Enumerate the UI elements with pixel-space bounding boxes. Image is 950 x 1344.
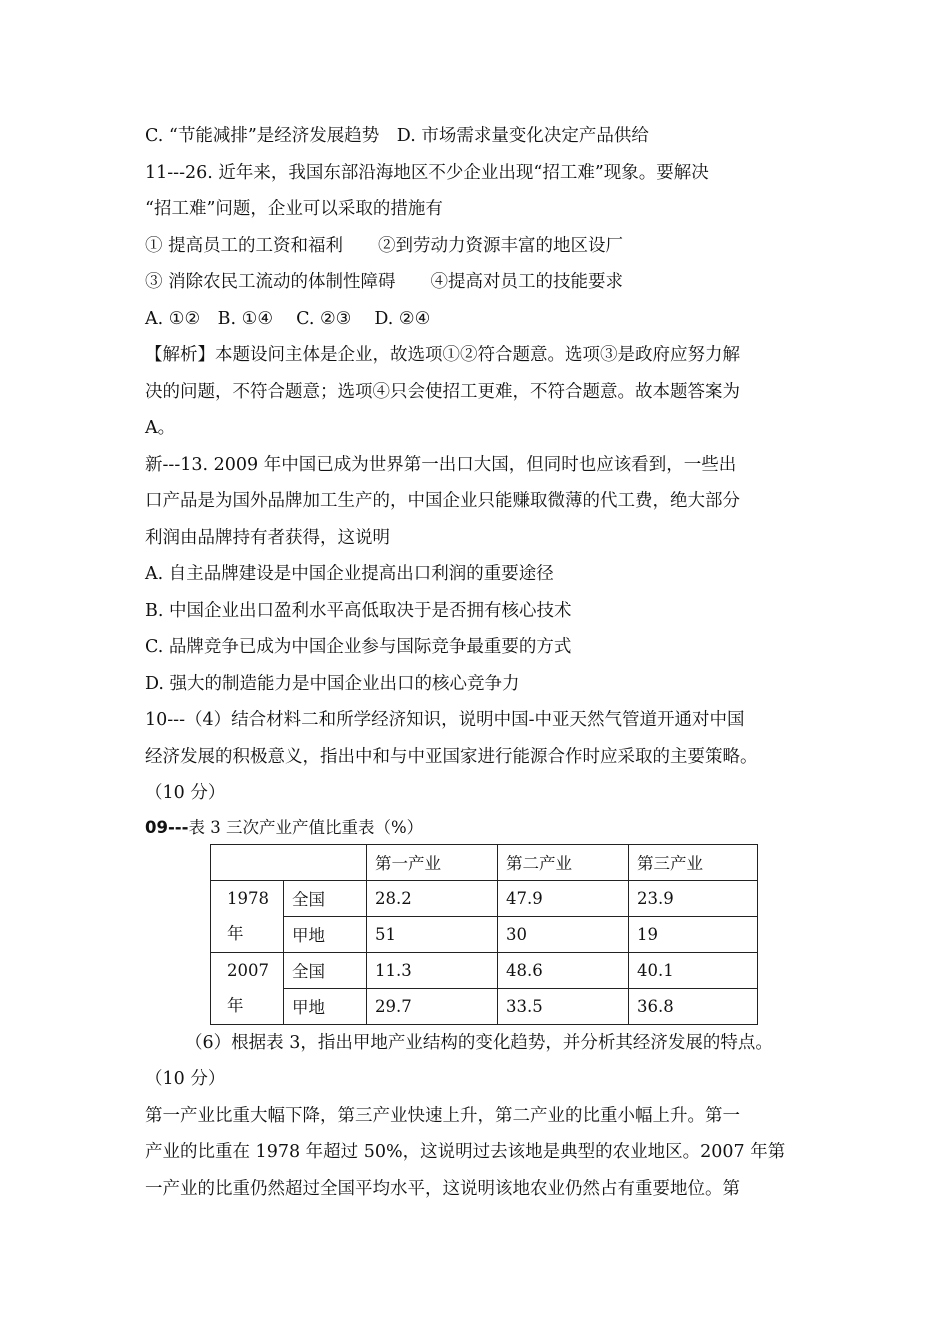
table-cell: 40.1 bbox=[629, 952, 758, 988]
text-line: （10 分） bbox=[145, 1069, 226, 1089]
text-line: A. 自主品牌建设是中国企业提高出口利润的重要途径 bbox=[145, 564, 554, 584]
table-cell: 51 bbox=[367, 916, 498, 952]
table-region-cell: 全国 bbox=[284, 880, 367, 916]
table-header-cell: 第一产业 bbox=[367, 844, 498, 880]
text-line: A。 bbox=[145, 418, 176, 438]
text-line: C. “节能减排”是经济发展趋势 D. 市场需求量变化决定产品供给 bbox=[145, 126, 649, 146]
table-region-cell: 全国 bbox=[284, 952, 367, 988]
text-line: 决的问题，不符合题意；选项④只会使招工更难，不符合题意。故本题答案为 bbox=[145, 381, 740, 402]
industry-share-table bbox=[210, 844, 758, 1025]
table-row bbox=[211, 952, 758, 988]
table-cell: 48.6 bbox=[498, 952, 629, 988]
text-line: 经济发展的积极意义，指出中和与中亚国家进行能源合作时应采取的主要策略。 bbox=[145, 746, 758, 767]
text-line: 11---26. 近年来，我国东部沿海地区不少企业出现“招工难”现象。要解决 bbox=[145, 162, 709, 183]
table-caption bbox=[145, 812, 825, 844]
text-line: “招工难”问题，企业可以采取的措施有 bbox=[145, 199, 443, 219]
question-line: （6）根据表 3，指出甲地产业结构的变化趋势，并分析其经济发展的特点。 bbox=[185, 1032, 773, 1053]
table-region-cell: 甲地 bbox=[284, 988, 367, 1024]
table-header-cell: 第三产业 bbox=[629, 844, 758, 880]
table-header-cell: 第二产业 bbox=[498, 844, 629, 880]
text-line: （10 分） bbox=[145, 783, 226, 803]
text-line: ① 提高员工的工资和福利 ②到劳动力资源丰富的地区设厂 bbox=[145, 235, 624, 256]
text-line: B. 中国企业出口盈利水平高低取决于是否拥有核心技术 bbox=[145, 600, 572, 621]
table-row bbox=[211, 988, 758, 1024]
table-year-cell bbox=[211, 880, 284, 952]
table-cell: 19 bbox=[629, 916, 758, 952]
table-cell: 23.9 bbox=[629, 880, 758, 916]
table-cell: 47.9 bbox=[498, 880, 629, 916]
text-line: A. ①② B. ①④ C. ②③ D. ②④ bbox=[145, 308, 431, 329]
table-region-cell: 甲地 bbox=[284, 916, 367, 952]
text-line: 产业的比重在 1978 年超过 50%，这说明过去该地是典型的农业地区。2007 年第 bbox=[145, 1142, 786, 1162]
table-row bbox=[211, 916, 758, 952]
text-block-top bbox=[145, 118, 825, 812]
text-line: C. 品牌竞争已成为中国企业参与国际竞争最重要的方式 bbox=[145, 637, 572, 657]
table-header-row bbox=[211, 844, 758, 880]
text-line: 利润由品牌持有者获得，这说明 bbox=[145, 527, 390, 548]
text-line: 第一产业比重大幅下降，第三产业快速上升，第二产业的比重小幅上升。第一 bbox=[145, 1105, 740, 1126]
text-line: 新---13. 2009 年中国已成为世界第一出口大国，但同时也应该看到，一些出 bbox=[145, 454, 737, 475]
table-cell: 11.3 bbox=[367, 952, 498, 988]
table-cell: 30 bbox=[498, 916, 629, 952]
table-cell: 33.5 bbox=[498, 988, 629, 1024]
table-cell: 28.2 bbox=[367, 880, 498, 916]
table-row bbox=[211, 880, 758, 916]
year-suffix: 年 bbox=[227, 924, 244, 943]
table-corner-cell bbox=[211, 844, 367, 880]
document-page bbox=[145, 118, 825, 1207]
year-number: 1978 bbox=[227, 889, 269, 908]
table-caption-prefix: 09--- bbox=[145, 817, 189, 837]
table-cell: 36.8 bbox=[629, 988, 758, 1024]
text-line: 口产品是为国外品牌加工生产的，中国企业只能赚取微薄的代工费，绝大部分 bbox=[145, 491, 740, 511]
table-caption-text: 表 3 三次产业产值比重表（%） bbox=[188, 817, 424, 837]
table-year-cell bbox=[211, 952, 284, 1024]
text-line: 一产业的比重仍然超过全国平均水平，这说明该地农业仍然占有重要地位。第 bbox=[145, 1178, 740, 1199]
text-block-bottom bbox=[145, 1025, 825, 1208]
text-line: D. 强大的制造能力是中国企业出口的核心竞争力 bbox=[145, 673, 520, 694]
text-line: 【解析】本题设问主体是企业，故选项①②符合题意。选项③是政府应努力解 bbox=[145, 345, 740, 365]
year-suffix: 年 bbox=[227, 996, 244, 1015]
text-line: ③ 消除农民工流动的体制性障碍 ④提高对员工的技能要求 bbox=[145, 272, 624, 292]
year-number: 2007 bbox=[227, 961, 269, 980]
table-cell: 29.7 bbox=[367, 988, 498, 1024]
text-line: 10---（4）结合材料二和所学经济知识，说明中国-中亚天然气管道开通对中国 bbox=[145, 710, 745, 730]
